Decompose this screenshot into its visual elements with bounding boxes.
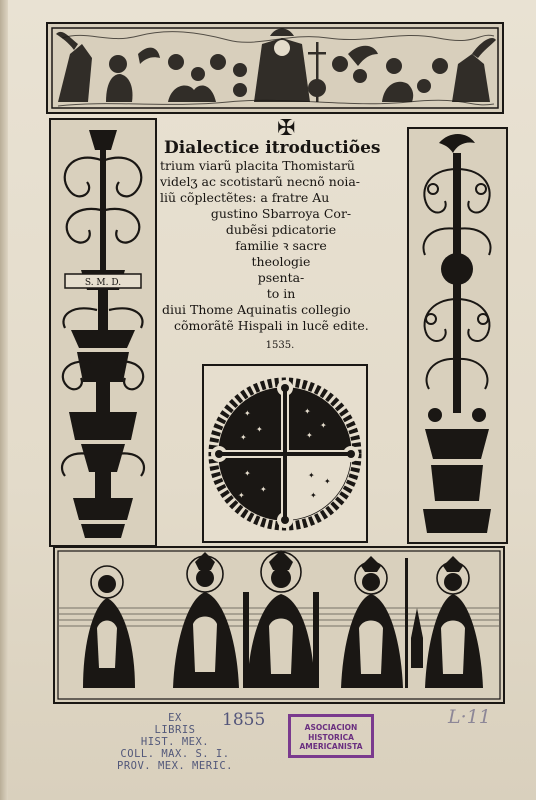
svg-text:✦: ✦ xyxy=(244,409,251,418)
title-line: to in xyxy=(266,286,296,301)
svg-text:✦: ✦ xyxy=(320,421,327,430)
dominican-cross-emblem xyxy=(202,364,368,543)
svg-text:✦: ✦ xyxy=(308,471,315,480)
svg-text:✦: ✦ xyxy=(260,485,267,494)
stamp-line: LIBRIS xyxy=(154,724,196,736)
side-cartouche: S. M. D. xyxy=(84,278,122,288)
title-line: trium viarũ placita Thomistarũ xyxy=(160,158,355,173)
title-text-block xyxy=(160,138,402,334)
svg-text:✦: ✦ xyxy=(240,433,247,442)
title-line: liũ cõplectẽtes: a fratre Au xyxy=(160,190,330,205)
svg-text:✦: ✦ xyxy=(324,477,331,486)
shelfmark: L·11 xyxy=(448,706,491,728)
stamp-line: COLL. MAX. S. I. xyxy=(120,748,230,760)
society-stamp-line: AMERICANISTA xyxy=(299,742,363,751)
top-angels-woodcut xyxy=(46,22,504,114)
left-candelabra-border xyxy=(49,118,157,547)
svg-text:✦: ✦ xyxy=(238,491,245,500)
bottom-saints-woodcut xyxy=(53,546,505,704)
svg-text:✦: ✦ xyxy=(304,407,311,416)
publication-year: 1535. xyxy=(265,340,295,351)
svg-text:✦: ✦ xyxy=(306,431,313,440)
title-line: theologie xyxy=(251,254,311,269)
title-line: Dialectice itroductiões xyxy=(164,138,381,158)
title-line: dubẽsi pdicatorie xyxy=(225,222,337,237)
svg-text:✦: ✦ xyxy=(256,425,263,434)
page-edge xyxy=(0,0,8,800)
stamp-line: EX xyxy=(168,712,182,724)
stamp-line: PROV. MEX. MERIC. xyxy=(117,760,233,772)
title-line: psenta- xyxy=(257,270,305,285)
svg-text:✦: ✦ xyxy=(310,491,317,500)
society-stamp-line: HISTORICA xyxy=(308,732,354,742)
title-line: diui Thome Aquinatis collegio xyxy=(162,302,351,317)
title-line: gustino Sbarroya Cor- xyxy=(210,206,352,221)
title-line: videlʒ ac scotistarũ necnõ noia- xyxy=(160,174,361,189)
society-stamp-line: ASOCIACION xyxy=(304,723,358,732)
svg-text:✦: ✦ xyxy=(244,469,251,478)
society-stamp xyxy=(288,714,374,758)
title-line: cõmorãtẽ Hispali in lucẽ edite. xyxy=(174,318,369,333)
inventory-number: 1855 xyxy=(222,710,266,730)
stamp-line: HIST. MEX. xyxy=(140,736,210,748)
cross-ornament: ✠ xyxy=(277,116,296,141)
right-tree-border xyxy=(407,127,508,544)
title-line: familie ꝛ sacre xyxy=(235,238,327,253)
